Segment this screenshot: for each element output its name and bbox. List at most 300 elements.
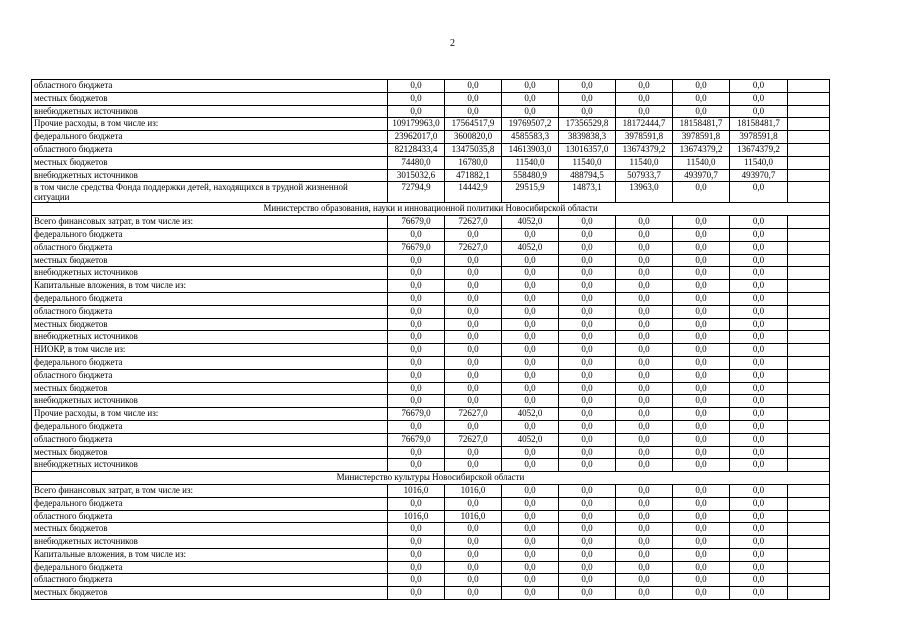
value-cell: 0,0 [616, 254, 673, 267]
value-cell: 0,0 [502, 587, 559, 600]
value-cell: 11540,0 [730, 156, 788, 169]
value-cell: 0,0 [730, 510, 788, 523]
section-title: Министерство культуры Новосибирской области [32, 472, 830, 485]
table-row [32, 182, 830, 203]
value-cell: 0,0 [445, 331, 502, 344]
value-cell: 11540,0 [559, 156, 616, 169]
value-cell: 16780,0 [445, 156, 502, 169]
value-cell: 0,0 [616, 510, 673, 523]
empty-cell [788, 241, 830, 254]
value-cell: 76679,0 [388, 216, 445, 229]
value-cell: 0,0 [730, 459, 788, 472]
value-cell: 0,0 [388, 331, 445, 344]
table-row [32, 216, 830, 229]
value-cell: 0,0 [673, 510, 730, 523]
value-cell: 0,0 [730, 523, 788, 536]
value-cell: 0,0 [388, 382, 445, 395]
value-cell: 4052,0 [502, 408, 559, 421]
value-cell: 0,0 [388, 105, 445, 118]
value-cell: 0,0 [616, 587, 673, 600]
value-cell: 18158481,7 [673, 118, 730, 131]
value-cell: 4052,0 [502, 433, 559, 446]
row-label: федерального бюджета [32, 497, 388, 510]
value-cell: 23962017,0 [388, 131, 445, 144]
value-cell: 0,0 [502, 561, 559, 574]
value-cell: 0,0 [559, 587, 616, 600]
value-cell: 3015032,6 [388, 169, 445, 182]
value-cell: 0,0 [502, 510, 559, 523]
empty-cell [788, 267, 830, 280]
value-cell: 0,0 [730, 369, 788, 382]
value-cell: 0,0 [502, 523, 559, 536]
empty-cell [788, 156, 830, 169]
value-cell: 0,0 [388, 548, 445, 561]
table-row [32, 561, 830, 574]
value-cell: 0,0 [502, 92, 559, 105]
value-cell: 0,0 [673, 216, 730, 229]
value-cell: 0,0 [502, 536, 559, 549]
value-cell: 4585583,3 [502, 131, 559, 144]
value-cell: 0,0 [502, 548, 559, 561]
value-cell: 0,0 [502, 105, 559, 118]
value-cell: 0,0 [673, 182, 730, 203]
table-row [32, 382, 830, 395]
value-cell: 0,0 [730, 331, 788, 344]
value-cell: 0,0 [445, 305, 502, 318]
value-cell: 0,0 [730, 280, 788, 293]
value-cell: 0,0 [388, 228, 445, 241]
table-row [32, 156, 830, 169]
budget-table [31, 79, 830, 600]
value-cell: 0,0 [559, 80, 616, 93]
table-row [32, 536, 830, 549]
value-cell: 0,0 [673, 420, 730, 433]
empty-cell [788, 356, 830, 369]
value-cell: 0,0 [673, 80, 730, 93]
table-row [32, 356, 830, 369]
row-label: НИОКР, в том числе из: [32, 344, 388, 357]
value-cell: 0,0 [445, 254, 502, 267]
empty-cell [788, 446, 830, 459]
value-cell: 0,0 [502, 497, 559, 510]
table-row [32, 228, 830, 241]
value-cell: 13674379,2 [616, 143, 673, 156]
row-label: Всего финансовых затрат, в том числе из: [32, 216, 388, 229]
value-cell: 0,0 [616, 369, 673, 382]
table-row [32, 267, 830, 280]
value-cell: 0,0 [673, 408, 730, 421]
value-cell: 0,0 [673, 587, 730, 600]
value-cell: 0,0 [616, 280, 673, 293]
value-cell: 0,0 [388, 446, 445, 459]
value-cell: 0,0 [559, 420, 616, 433]
row-label: федерального бюджета [32, 131, 388, 144]
value-cell: 0,0 [445, 318, 502, 331]
value-cell: 0,0 [502, 382, 559, 395]
value-cell: 1016,0 [445, 484, 502, 497]
value-cell: 0,0 [730, 382, 788, 395]
value-cell: 29515,9 [502, 182, 559, 203]
value-cell: 0,0 [502, 318, 559, 331]
value-cell: 0,0 [730, 561, 788, 574]
value-cell: 1016,0 [388, 484, 445, 497]
empty-cell [788, 420, 830, 433]
value-cell: 0,0 [730, 92, 788, 105]
value-cell: 0,0 [388, 292, 445, 305]
value-cell: 0,0 [673, 369, 730, 382]
value-cell: 0,0 [559, 105, 616, 118]
value-cell: 0,0 [616, 228, 673, 241]
empty-cell [788, 369, 830, 382]
table-row [32, 241, 830, 254]
value-cell: 0,0 [616, 459, 673, 472]
table-row [32, 497, 830, 510]
value-cell: 0,0 [559, 292, 616, 305]
value-cell: 0,0 [673, 228, 730, 241]
value-cell: 0,0 [445, 395, 502, 408]
value-cell: 0,0 [559, 497, 616, 510]
value-cell: 0,0 [673, 344, 730, 357]
row-label: внебюджетных источников [32, 267, 388, 280]
value-cell: 0,0 [730, 241, 788, 254]
value-cell: 0,0 [559, 331, 616, 344]
value-cell: 0,0 [388, 305, 445, 318]
empty-cell [788, 536, 830, 549]
value-cell: 0,0 [502, 420, 559, 433]
value-cell: 0,0 [616, 446, 673, 459]
empty-cell [788, 548, 830, 561]
value-cell: 0,0 [388, 395, 445, 408]
value-cell: 0,0 [673, 382, 730, 395]
table-row [32, 408, 830, 421]
value-cell: 0,0 [502, 228, 559, 241]
value-cell: 0,0 [445, 446, 502, 459]
row-label: внебюджетных источников [32, 395, 388, 408]
value-cell: 17356529,8 [559, 118, 616, 131]
value-cell: 13016357,0 [559, 143, 616, 156]
value-cell: 0,0 [445, 267, 502, 280]
value-cell: 0,0 [388, 497, 445, 510]
value-cell: 17564517,9 [445, 118, 502, 131]
value-cell: 14873,1 [559, 182, 616, 203]
value-cell: 0,0 [730, 105, 788, 118]
table-row [32, 587, 830, 600]
value-cell: 0,0 [388, 356, 445, 369]
value-cell: 1016,0 [445, 510, 502, 523]
value-cell: 0,0 [502, 331, 559, 344]
value-cell: 0,0 [616, 241, 673, 254]
table-row [32, 169, 830, 182]
table-row [32, 280, 830, 293]
table-row [32, 369, 830, 382]
value-cell: 14613903,0 [502, 143, 559, 156]
value-cell: 0,0 [559, 280, 616, 293]
value-cell: 0,0 [559, 459, 616, 472]
value-cell: 0,0 [388, 369, 445, 382]
row-label: областного бюджета [32, 433, 388, 446]
value-cell: 3978591,8 [730, 131, 788, 144]
row-label: местных бюджетов [32, 318, 388, 331]
value-cell: 0,0 [502, 446, 559, 459]
value-cell: 109179963,0 [388, 118, 445, 131]
value-cell: 0,0 [673, 254, 730, 267]
value-cell: 0,0 [673, 305, 730, 318]
table-row [32, 92, 830, 105]
value-cell: 0,0 [445, 561, 502, 574]
value-cell: 0,0 [388, 267, 445, 280]
value-cell: 0,0 [388, 523, 445, 536]
value-cell: 0,0 [559, 574, 616, 587]
table-row [32, 523, 830, 536]
value-cell: 0,0 [559, 523, 616, 536]
value-cell: 0,0 [616, 484, 673, 497]
value-cell: 0,0 [445, 280, 502, 293]
value-cell: 0,0 [730, 497, 788, 510]
value-cell: 82128433,4 [388, 143, 445, 156]
row-label: федерального бюджета [32, 356, 388, 369]
value-cell: 11540,0 [616, 156, 673, 169]
value-cell: 0,0 [616, 305, 673, 318]
value-cell: 0,0 [559, 369, 616, 382]
value-cell: 0,0 [616, 292, 673, 305]
value-cell: 471882,1 [445, 169, 502, 182]
value-cell: 0,0 [616, 356, 673, 369]
value-cell: 0,0 [502, 574, 559, 587]
value-cell: 0,0 [730, 305, 788, 318]
empty-cell [788, 510, 830, 523]
value-cell: 0,0 [730, 228, 788, 241]
value-cell: 0,0 [559, 484, 616, 497]
value-cell: 0,0 [559, 433, 616, 446]
value-cell: 0,0 [502, 344, 559, 357]
value-cell: 0,0 [616, 382, 673, 395]
value-cell: 0,0 [730, 344, 788, 357]
row-label: Прочие расходы, в том числе из: [32, 118, 388, 131]
value-cell: 0,0 [559, 344, 616, 357]
row-label: областного бюджета [32, 305, 388, 318]
value-cell: 0,0 [673, 292, 730, 305]
value-cell: 0,0 [559, 92, 616, 105]
value-cell: 507933,7 [616, 169, 673, 182]
empty-cell [788, 331, 830, 344]
row-label: местных бюджетов [32, 382, 388, 395]
row-label: местных бюджетов [32, 587, 388, 600]
empty-cell [788, 382, 830, 395]
value-cell: 0,0 [730, 318, 788, 331]
value-cell: 0,0 [730, 484, 788, 497]
value-cell: 0,0 [445, 587, 502, 600]
row-label: Всего финансовых затрат, в том числе из: [32, 484, 388, 497]
empty-cell [788, 433, 830, 446]
value-cell: 0,0 [616, 420, 673, 433]
value-cell: 0,0 [388, 318, 445, 331]
value-cell: 72627,0 [445, 216, 502, 229]
value-cell: 76679,0 [388, 408, 445, 421]
row-label: местных бюджетов [32, 446, 388, 459]
value-cell: 0,0 [730, 420, 788, 433]
empty-cell [788, 305, 830, 318]
row-label: местных бюджетов [32, 156, 388, 169]
value-cell: 0,0 [730, 408, 788, 421]
empty-cell [788, 344, 830, 357]
value-cell: 0,0 [673, 331, 730, 344]
value-cell: 493970,7 [730, 169, 788, 182]
value-cell: 0,0 [673, 318, 730, 331]
value-cell: 0,0 [559, 536, 616, 549]
value-cell: 74480,0 [388, 156, 445, 169]
table-row [32, 548, 830, 561]
empty-cell [788, 459, 830, 472]
value-cell: 76679,0 [388, 241, 445, 254]
value-cell: 0,0 [616, 267, 673, 280]
value-cell: 0,0 [616, 574, 673, 587]
table-row [32, 459, 830, 472]
table-row [32, 305, 830, 318]
value-cell: 558480,9 [502, 169, 559, 182]
value-cell: 0,0 [388, 92, 445, 105]
value-cell: 0,0 [616, 497, 673, 510]
value-cell: 72627,0 [445, 408, 502, 421]
row-label: внебюджетных источников [32, 105, 388, 118]
value-cell: 0,0 [616, 344, 673, 357]
value-cell: 0,0 [730, 395, 788, 408]
empty-cell [788, 587, 830, 600]
value-cell: 0,0 [559, 395, 616, 408]
value-cell: 0,0 [388, 420, 445, 433]
row-label: местных бюджетов [32, 523, 388, 536]
value-cell: 0,0 [673, 497, 730, 510]
value-cell: 0,0 [388, 561, 445, 574]
value-cell: 0,0 [730, 254, 788, 267]
value-cell: 4052,0 [502, 241, 559, 254]
value-cell: 0,0 [445, 382, 502, 395]
row-label: местных бюджетов [32, 92, 388, 105]
value-cell: 0,0 [502, 267, 559, 280]
value-cell: 0,0 [559, 382, 616, 395]
value-cell: 0,0 [388, 80, 445, 93]
value-cell: 72627,0 [445, 433, 502, 446]
value-cell: 0,0 [502, 254, 559, 267]
row-label: федерального бюджета [32, 292, 388, 305]
table-row [32, 131, 830, 144]
value-cell: 0,0 [730, 587, 788, 600]
table-row [32, 574, 830, 587]
value-cell: 13963,0 [616, 182, 673, 203]
value-cell: 0,0 [673, 105, 730, 118]
empty-cell [788, 574, 830, 587]
value-cell: 0,0 [388, 459, 445, 472]
empty-cell [788, 92, 830, 105]
value-cell: 0,0 [502, 459, 559, 472]
value-cell: 0,0 [502, 280, 559, 293]
row-label: Капитальные вложения, в том числе из: [32, 548, 388, 561]
empty-cell [788, 292, 830, 305]
value-cell: 11540,0 [673, 156, 730, 169]
table-row [32, 105, 830, 118]
value-cell: 0,0 [445, 344, 502, 357]
row-label: федерального бюджета [32, 420, 388, 433]
table-row [32, 433, 830, 446]
row-label: федерального бюджета [32, 228, 388, 241]
value-cell: 0,0 [730, 548, 788, 561]
value-cell: 0,0 [445, 92, 502, 105]
table-row [32, 143, 830, 156]
value-cell: 0,0 [445, 497, 502, 510]
row-label: областного бюджета [32, 510, 388, 523]
value-cell: 76679,0 [388, 433, 445, 446]
value-cell: 0,0 [502, 356, 559, 369]
value-cell: 0,0 [730, 216, 788, 229]
table-row [32, 254, 830, 267]
empty-cell [788, 105, 830, 118]
value-cell: 0,0 [445, 292, 502, 305]
value-cell: 0,0 [559, 510, 616, 523]
value-cell: 0,0 [616, 105, 673, 118]
value-cell: 0,0 [730, 292, 788, 305]
value-cell: 0,0 [730, 356, 788, 369]
empty-cell [788, 143, 830, 156]
value-cell: 72794,9 [388, 182, 445, 203]
table-row [32, 344, 830, 357]
empty-cell [788, 216, 830, 229]
empty-cell [788, 484, 830, 497]
value-cell: 0,0 [673, 484, 730, 497]
value-cell: 0,0 [559, 318, 616, 331]
value-cell: 0,0 [559, 267, 616, 280]
table-row [32, 395, 830, 408]
value-cell: 0,0 [673, 267, 730, 280]
value-cell: 0,0 [502, 484, 559, 497]
value-cell: 0,0 [673, 459, 730, 472]
value-cell: 0,0 [673, 395, 730, 408]
value-cell: 0,0 [559, 548, 616, 561]
value-cell: 0,0 [445, 228, 502, 241]
value-cell: 0,0 [730, 574, 788, 587]
value-cell: 0,0 [388, 254, 445, 267]
empty-cell [788, 408, 830, 421]
empty-cell [788, 182, 830, 203]
value-cell: 0,0 [616, 548, 673, 561]
section-header-row [32, 472, 830, 485]
value-cell: 0,0 [616, 523, 673, 536]
empty-cell [788, 169, 830, 182]
row-label: областного бюджета [32, 369, 388, 382]
value-cell: 0,0 [616, 395, 673, 408]
value-cell: 0,0 [730, 267, 788, 280]
value-cell: 0,0 [559, 356, 616, 369]
value-cell: 0,0 [388, 574, 445, 587]
value-cell: 0,0 [730, 536, 788, 549]
row-label: в том числе средства Фонда поддержки детей, находящихся в трудной жизненной ситуации [32, 182, 388, 203]
value-cell: 72627,0 [445, 241, 502, 254]
value-cell: 0,0 [673, 446, 730, 459]
value-cell: 0,0 [616, 433, 673, 446]
value-cell: 0,0 [559, 241, 616, 254]
value-cell: 488794,5 [559, 169, 616, 182]
value-cell: 0,0 [445, 523, 502, 536]
row-label: федерального бюджета [32, 561, 388, 574]
value-cell: 0,0 [559, 216, 616, 229]
row-label: внебюджетных источников [32, 331, 388, 344]
value-cell: 493970,7 [673, 169, 730, 182]
empty-cell [788, 395, 830, 408]
value-cell: 13475035,8 [445, 143, 502, 156]
value-cell: 0,0 [673, 92, 730, 105]
value-cell: 0,0 [502, 395, 559, 408]
value-cell: 0,0 [445, 548, 502, 561]
value-cell: 0,0 [388, 536, 445, 549]
empty-cell [788, 80, 830, 93]
